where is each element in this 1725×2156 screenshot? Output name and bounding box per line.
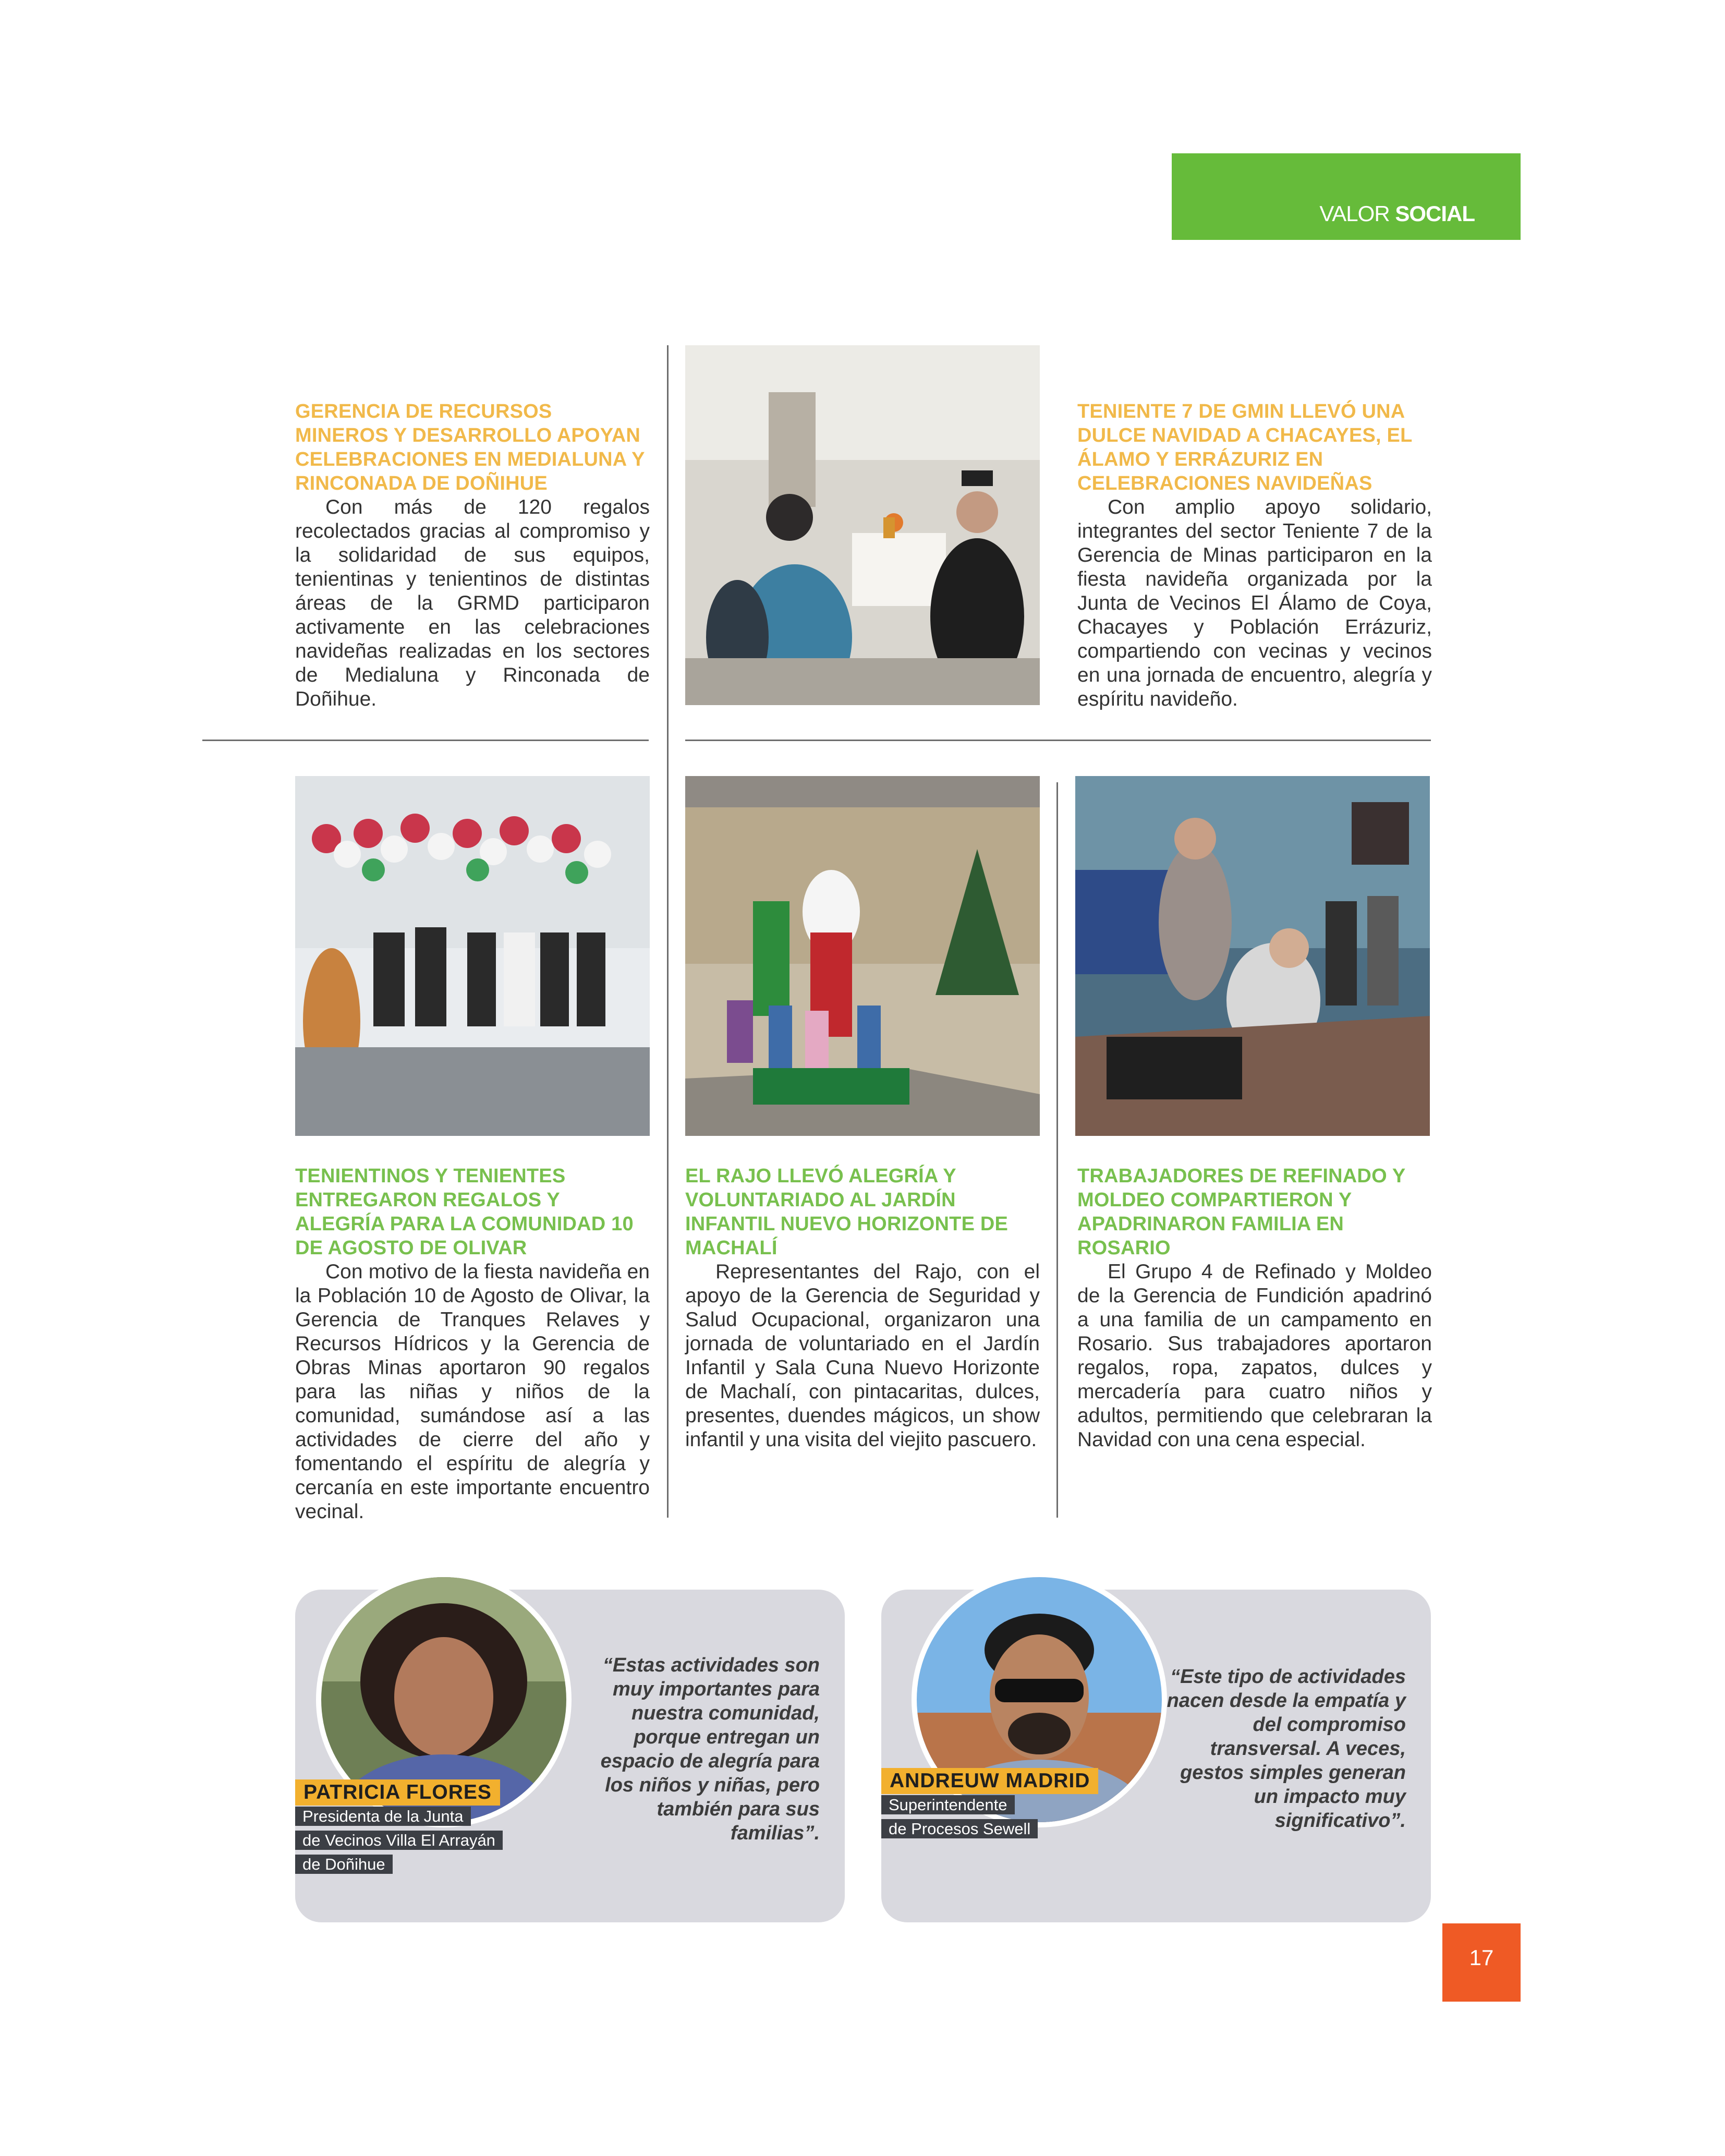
photo-olivar-group bbox=[295, 776, 650, 1136]
article-title: GERENCIA DE RECURSOS MINEROS Y DESARROLLO APOYAN CELEBRACIONES EN MEDIALUNA Y RINCONADA DE DOÑIHUE bbox=[295, 401, 645, 494]
quote-role-line: de Procesos Sewell bbox=[881, 1819, 1038, 1838]
column-divider-left bbox=[667, 345, 669, 1518]
photo-rosario-family bbox=[1075, 776, 1430, 1136]
quote-name: PATRICIA FLORES bbox=[295, 1779, 500, 1806]
photo-machali-santa bbox=[685, 776, 1040, 1136]
quote-role-line: Superintendente bbox=[881, 1795, 1015, 1814]
quote-role-line: de Vecinos Villa El Arrayán bbox=[295, 1831, 503, 1850]
article-olivar bbox=[295, 1164, 650, 1524]
page-number-box bbox=[1442, 1923, 1521, 2002]
article-title: TENIENTINOS Y TENIENTES ENTREGARON REGALOS Y ALEGRÍA PARA LA COMUNIDAD 10 DE AGOSTO DE OLIVAR bbox=[295, 1165, 634, 1259]
article-body: Con más de 120 regalos recolectados gracias al compromiso y la solidaridad de sus equipos, tenientinas y tenientinos de distintas áreas de la GRMD participaron activamente en las celebraciones navideñas realizadas en los sectores de Medialuna y Rinconada de Doñihue. bbox=[295, 496, 650, 710]
article-teniente7 bbox=[1077, 399, 1432, 711]
column-divider-right bbox=[1056, 782, 1058, 1518]
article-medialuna bbox=[295, 399, 650, 711]
row-divider-right bbox=[685, 740, 1431, 741]
section-label-bold: SOCIAL bbox=[1395, 201, 1475, 226]
article-body: El Grupo 4 de Refinado y Moldeo de la Gerencia de Fundición apadrinó a una familia de un campamento en Rosario. Sus trabajadores aportaron regalos, ropa, zapatos, dulces y mercadería para cuatro niños y adultos, permitiendo que celebraran la Navidad con una cena especial. bbox=[1077, 1261, 1432, 1451]
article-rosario bbox=[1077, 1164, 1432, 1452]
photo-celebration-indoor bbox=[685, 345, 1040, 705]
article-body: Representantes del Rajo, con el apoyo de la Gerencia de Seguridad y Salud Ocupacional, organizaron una jornada de voluntariado en el Jardín Infantil y Sala Cuna Nuevo Horizonte de Machalí, con pintacaritas, dulces, presentes, duendes mágicos, un show infantil y una visita del viejito pascuero. bbox=[685, 1261, 1040, 1451]
quote-card-andreuw bbox=[881, 1590, 1431, 1922]
section-label-prefix: VALOR bbox=[1319, 201, 1395, 226]
quote-card-patricia bbox=[295, 1590, 845, 1922]
quote-name: ANDREUW MADRID bbox=[881, 1768, 1098, 1794]
article-machali bbox=[685, 1164, 1040, 1452]
section-tab bbox=[1172, 153, 1521, 240]
article-title: EL RAJO LLEVÓ ALEGRÍA Y VOLUNTARIADO AL JARDÍN INFANTIL NUEVO HORIZONTE DE MACHALÍ bbox=[685, 1165, 1009, 1259]
quote-role-line: Presidenta de la Junta bbox=[295, 1807, 471, 1826]
row-divider-left bbox=[202, 740, 649, 741]
article-body: Con motivo de la fiesta navideña en la Población 10 de Agosto de Olivar, la Gerencia de Tranques Relaves y Recursos Hídricos y la Gerencia de Obras Minas aportaron 90 regalos para las niñas y niños de la comunidad, sumándose así a las actividades de cierre del año y fomentando el espíritu de alegría y cercanía en este importante encuentro vecinal. bbox=[295, 1261, 650, 1523]
section-label bbox=[1319, 201, 1475, 226]
quote-text: “Este tipo de actividades nacen desde la empatía y del compromiso transversal. A veces, gestos simples generan un impacto muy significativo”. bbox=[1167, 1666, 1406, 1832]
article-title: TRABAJADORES DE REFINADO Y MOLDEO COMPARTIERON Y APADRINARON FAMILIA EN ROSARIO bbox=[1077, 1165, 1405, 1259]
page-number: 17 bbox=[1469, 1945, 1494, 1970]
quote-text: “Estas actividades son muy importantes para nuestra comunidad, porque entregan un espacio de alegría para los niños y niñas, pero también para sus familias”. bbox=[600, 1654, 820, 1844]
article-body: Con amplio apoyo solidario, integrantes del sector Teniente 7 de la Gerencia de Minas participaron en la fiesta navideña organizada por la Junta de Vecinos El Álamo de Coya, Chacayes y Población Errázuriz, compartiendo con vecinas y vecinos en una jornada de encuentro, alegría y espíritu navideño. bbox=[1077, 496, 1432, 710]
quote-role-line: de Doñihue bbox=[295, 1855, 393, 1874]
article-title: TENIENTE 7 DE GMIN LLEVÓ UNA DULCE NAVIDAD A CHACAYES, EL ÁLAMO Y ERRÁZURIZ EN CELEBRACIONES NAVIDEÑAS bbox=[1077, 401, 1412, 494]
